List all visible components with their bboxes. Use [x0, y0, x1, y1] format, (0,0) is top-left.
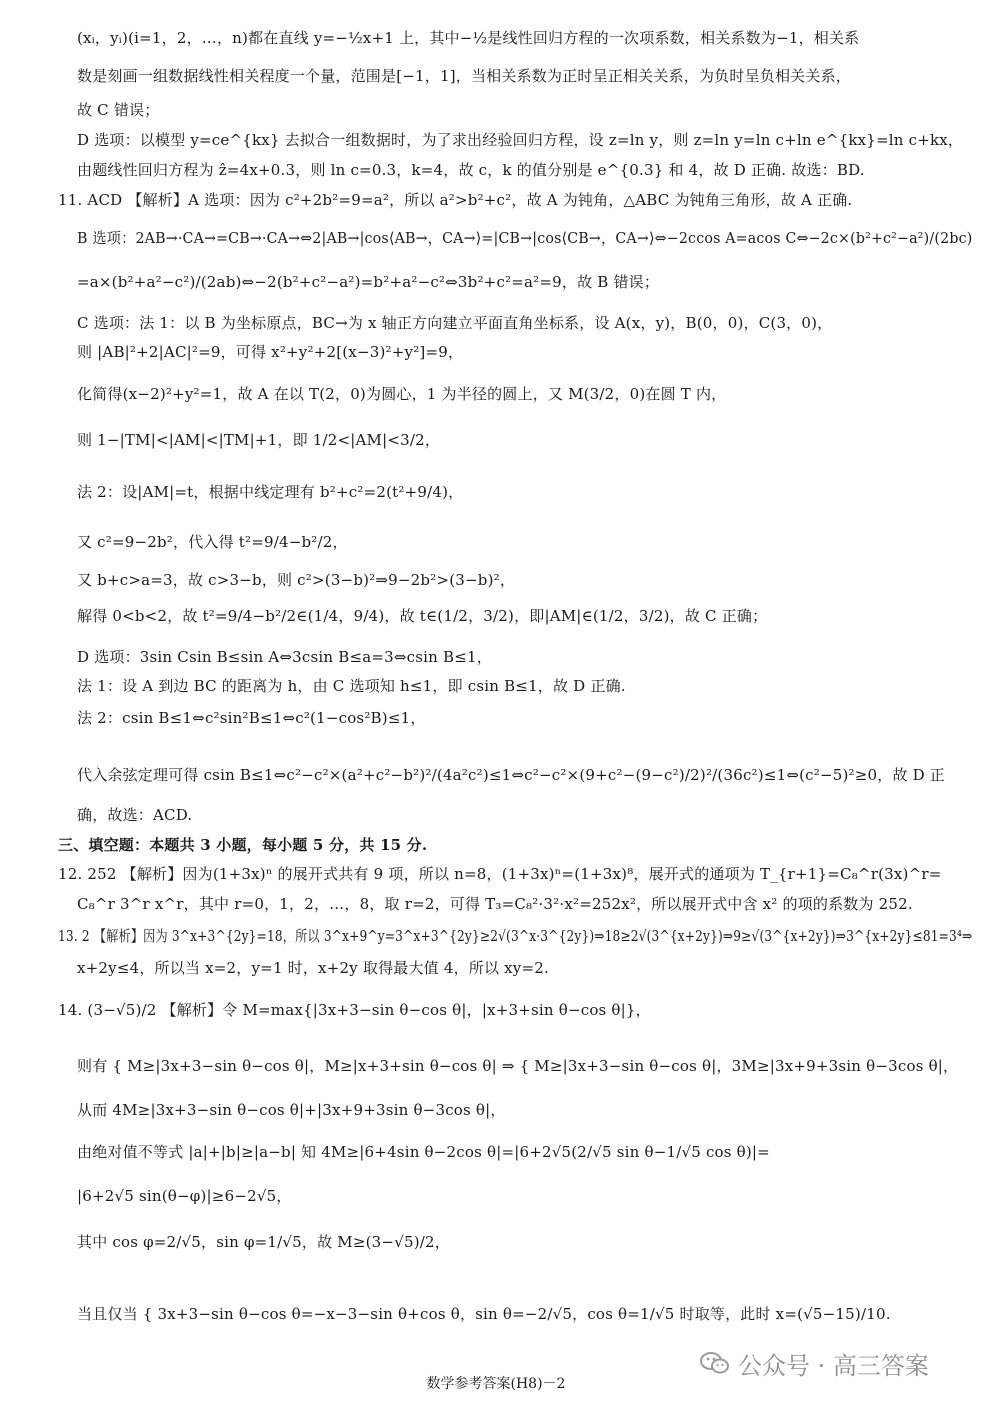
- question-12: 12. 252 【解析】因为(1+3x)ⁿ 的展开式共有 9 项，所以 n=8，(1+3x)ⁿ=(1+3x)⁸，展开式的通项为 T_{r+1}=C₈^r(3x)^r=: [58, 865, 942, 883]
- text-line: C₈^r 3^r x^r，其中 r=0，1，2，…，8，取 r=2，可得 T₃=C₈²·3²·x²=252x²，所以展开式中含 x² 的项的系数为 252.: [77, 895, 913, 913]
- text-line: 其中 cos φ=2/√5，sin φ=1/√5，故 M≥(3−√5)/2，: [77, 1233, 450, 1251]
- text-line: 法 1：设 A 到边 BC 的距离为 h，由 C 选项知 h≤1，即 csin B≤1，故 D 正确.: [77, 677, 626, 695]
- text-line: 从而 4M≥|3x+3−sin θ−cos θ|+|3x+9+3sin θ−3cos θ|，: [77, 1101, 506, 1119]
- text-line: 则 1−|TM|<|AM|<|TM|+1，即 1/2<|AM|<3/2，: [77, 431, 441, 449]
- text-line: 则有 { M≥|3x+3−sin θ−cos θ|，M≥|x+3+sin θ−cos θ| ⇒ { M≥|3x+3−sin θ−cos θ|，3M≥|3x+9+3sin θ−3cos θ|，: [77, 1057, 959, 1075]
- text-line: (xᵢ，yᵢ)(i=1，2，…，n)都在直线 y=−½x+1 上，其中−½是线性回归方程的一次项系数，相关系数为−1，相关系: [77, 29, 860, 47]
- section-heading: 三、填空题：本题共 3 小题，每小题 5 分，共 15 分.: [58, 836, 428, 854]
- text-line: |6+2√5 sin(θ−φ)|≥6−2√5，: [77, 1187, 292, 1205]
- text-line: 数是刻画一组数据线性相关程度一个量，范围是[−1，1]，当相关系数为正时呈正相关关系，为负时呈负相关关系，: [77, 67, 851, 85]
- text-line: 又 c²=9−2b²，代入得 t²=9/4−b²/2，: [77, 533, 348, 551]
- wechat-icon: [700, 1351, 730, 1375]
- text-line: =a×(b²+a²−c²)/(2ab)⇔−2(b²+c²−a²)=b²+a²−c²⇔3b²+c²=a²=9，故 B 错误；: [77, 273, 660, 291]
- text-line: 代入余弦定理可得 csin B≤1⇔c²−c²×(a²+c²−b²)²/(4a²c²)≤1⇔c²−c²×(9+c²−(9−c²)/2)²/(36c²)≤1⇔(c²−5)²≥0，故 D 正: [77, 766, 946, 784]
- question-14: 14. (3−√5)/2 【解析】令 M=max{|3x+3−sin θ−cos θ|，|x+3+sin θ−cos θ|}，: [58, 1001, 651, 1019]
- text-line: 法 2：设|AM|=t，根据中线定理有 b²+c²=2(t²+9/4)，: [77, 483, 464, 501]
- text-line: D 选项：以模型 y=ce^{kx} 去拟合一组数据时，为了求出经验回归方程，设 z=ln y，则 z=ln y=ln c+ln e^{kx}=ln c+kx，: [77, 131, 964, 149]
- question-13: 13. 2 【解析】因为 3^x+3^{2y}=18，所以 3^x+9^y=3^x+3^{2y}≥2√(3^x·3^{2y})⇒18≥2√(3^{x+2y})⇒9≥√(3^{x+2y})⇒3^{x+2y}≤81=3⁴⇒: [58, 927, 973, 945]
- watermark-text: 公众号 · 高三答案: [738, 1351, 929, 1380]
- text-line: 又 b+c>a=3，故 c>3−b，则 c²>(3−b)²⇒9−2b²>(3−b)²，: [77, 571, 516, 589]
- text-line: 则 |AB|²+2|AC|²=9，可得 x²+y²+2[(x−3)²+y²]=9，: [77, 343, 464, 361]
- page-footer: 数学参考答案(H8)－2: [426, 1376, 566, 1392]
- text-line: 由绝对值不等式 |a|+|b|≥|a−b| 知 4M≥|6+4sin θ−2cos θ|=|6+2√5(2/√5 sin θ−1/√5 cos θ)|=: [77, 1143, 770, 1161]
- text-line: 故 C 错误；: [77, 101, 160, 119]
- text-line: D 选项：3sin Csin B≤sin A⇔3csin B≤a=3⇔csin B≤1，: [77, 648, 492, 666]
- text-line: C 选项：法 1：以 B 为坐标原点，BC→为 x 轴正方向建立平面直角坐标系，设 A(x，y)，B(0，0)，C(3，0)，: [77, 314, 833, 332]
- text-line: B 选项：2AB→·CA→=CB→·CA→⇔2|AB→|cos⟨AB→，CA→⟩=|CB→|cos⟨CB→，CA→⟩⇔−2ccos A=acos C⇔−2c×(b²+c²−a²)/(2bc): [77, 229, 973, 247]
- text-line: 法 2：csin B≤1⇔c²sin²B≤1⇔c²(1−cos²B)≤1，: [77, 709, 426, 727]
- text-line: 解得 0<b<2，故 t²=9/4−b²/2∈(1/4，9/4)，故 t∈(1/2，3/2)，即|AM|∈(1/2，3/2)，故 C 正确；: [77, 607, 768, 625]
- question-11: 11. ACD 【解析】A 选项：因为 c²+2b²=9=a²，所以 a²>b²+c²，故 A 为钝角，△ABC 为钝角三角形，故 A 正确.: [58, 191, 853, 209]
- text-line: 由题线性回归方程为 ẑ=4x+0.3，则 ln c=0.3，k=4，故 c，k 的值分别是 e^{0.3} 和 4，故 D 正确. 故选：BD.: [77, 161, 865, 179]
- text-line: 化简得(x−2)²+y²=1，故 A 在以 T(2，0)为圆心，1 为半径的圆上，又 M(3/2，0)在圆 T 内，: [77, 385, 727, 403]
- text-line: x+2y≤4，所以当 x=2，y=1 时，x+2y 取得最大值 4，所以 xy=2.: [77, 959, 549, 977]
- text-line: 确，故选：ACD.: [77, 806, 193, 824]
- text-line: 当且仅当 { 3x+3−sin θ−cos θ=−x−3−sin θ+cos θ，sin θ=−2/√5，cos θ=1/√5 时取等，此时 x=(√5−15)/10.: [77, 1305, 891, 1323]
